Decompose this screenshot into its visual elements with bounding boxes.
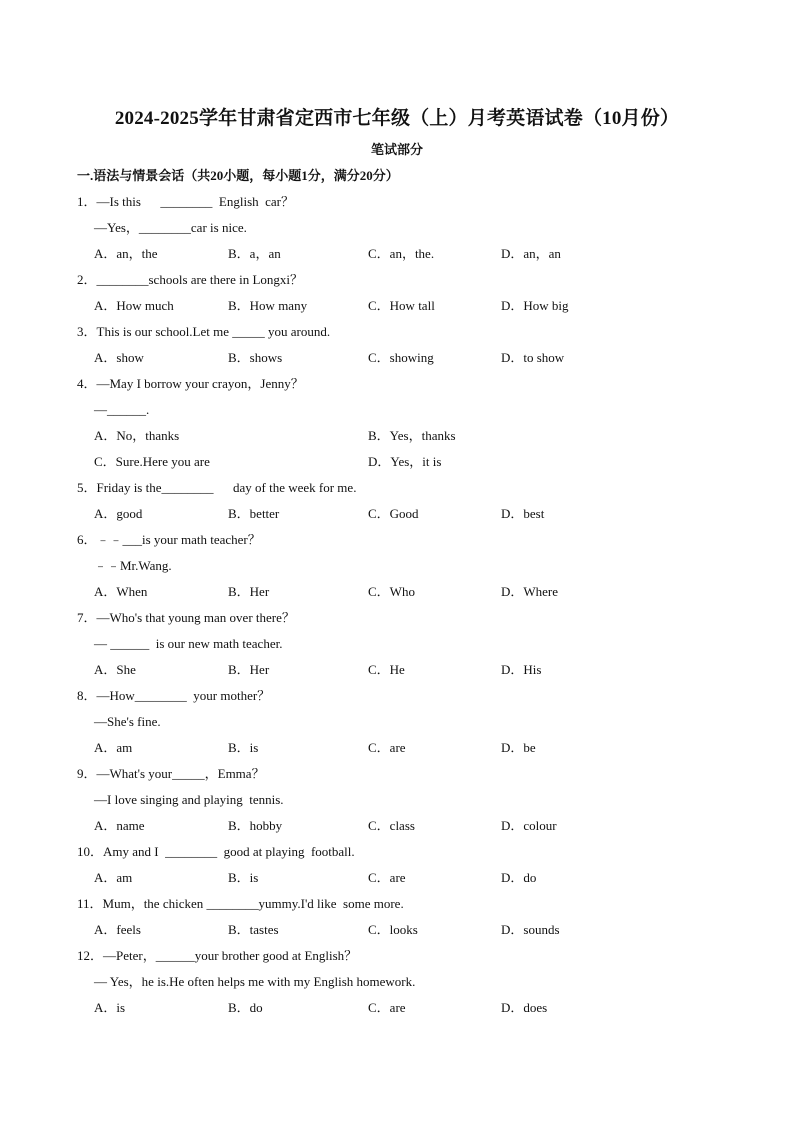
- option-a: A．When: [94, 584, 148, 599]
- option-c: C．are: [368, 740, 406, 755]
- option-d: D．an，an: [501, 246, 561, 261]
- option-d: D．How big: [501, 298, 569, 313]
- option-b: B．tastes: [228, 922, 279, 937]
- option-d: D．colour: [501, 818, 557, 833]
- question-stem: 7．—Who's that young man over there？: [77, 610, 295, 625]
- option-b: B．better: [228, 506, 280, 521]
- question-stem: 6．﹣﹣___is your math teacher？: [77, 532, 261, 547]
- option-c: C．Sure.Here you are: [94, 454, 210, 469]
- option-a: A．an，the: [94, 246, 158, 261]
- question-reply: —Yes，________car is nice.: [94, 220, 247, 235]
- option-b: B．Yes，thanks: [368, 428, 456, 443]
- option-a: A．feels: [94, 922, 141, 937]
- option-b: B．Her: [228, 584, 270, 599]
- option-c: C．How tall: [368, 298, 435, 313]
- option-b: B．shows: [228, 350, 283, 365]
- exam-title: 2024-2025学年甘肃省定西市七年级（上）月考英语试卷（10月份）: [114, 108, 680, 129]
- option-a: A．am: [94, 740, 133, 755]
- option-d: D．best: [501, 506, 545, 521]
- question-reply: —I love singing and playing tennis.: [94, 792, 284, 807]
- question-stem: 9．—What's your_____，Emma？: [77, 766, 265, 781]
- question-stem: 11．Mum，the chicken ________yummy.I'd like some more.: [77, 896, 404, 911]
- option-d: D．His: [501, 662, 542, 677]
- option-c: C．are: [368, 870, 406, 885]
- option-b: B．hobby: [228, 818, 283, 833]
- option-c: C．are: [368, 1000, 406, 1015]
- option-a: A．She: [94, 662, 136, 677]
- option-d: D．does: [501, 1000, 548, 1015]
- question-stem: 4．—May I borrow your crayon，Jenny？: [77, 376, 304, 391]
- option-d: D．be: [501, 740, 536, 755]
- option-a: A．How much: [94, 298, 174, 313]
- option-b: B．do: [228, 1000, 263, 1015]
- option-c: C．an，the.: [368, 246, 435, 261]
- option-c: C．class: [368, 818, 415, 833]
- option-d: D．to show: [501, 350, 565, 365]
- option-c: C．looks: [368, 922, 418, 937]
- option-d: D．sounds: [501, 922, 560, 937]
- option-b: B．a，an: [228, 246, 281, 261]
- option-d: D．Where: [501, 584, 559, 599]
- question-stem: 10．Amy and I ________ good at playing football.: [77, 844, 355, 859]
- question-reply: —______.: [94, 402, 150, 417]
- option-b: B．How many: [228, 298, 308, 313]
- question-stem: 8．—How________ your mother？: [77, 688, 271, 703]
- question-reply: — ______ is our new math teacher.: [94, 636, 283, 651]
- option-a: A．is: [94, 1000, 126, 1015]
- option-c: C．Who: [368, 584, 415, 599]
- section-subtitle: 笔试部分: [370, 142, 423, 157]
- question-stem: 5．Friday is the________ day of the week for me.: [77, 480, 357, 495]
- question-reply: —She's fine.: [94, 714, 161, 729]
- option-a: A．No，thanks: [94, 428, 180, 443]
- option-c: C．Good: [368, 506, 419, 521]
- option-b: B．is: [228, 740, 259, 755]
- section-heading: 一.语法与情景会话（共20小题，每小题1分，满分20分）: [77, 168, 399, 183]
- question-stem: 1．—Is this ________ English car？: [77, 194, 295, 209]
- option-c: C．He: [368, 662, 405, 677]
- option-d: D．Yes，it is: [368, 454, 442, 469]
- option-a: A．good: [94, 506, 143, 521]
- option-d: D．do: [501, 870, 537, 885]
- question-stem: 3．This is our school.Let me _____ you around.: [77, 324, 331, 339]
- option-b: B．is: [228, 870, 259, 885]
- option-c: C．showing: [368, 350, 434, 365]
- option-a: A．show: [94, 350, 144, 365]
- option-b: B．Her: [228, 662, 270, 677]
- question-stem: 12．—Peter，______your brother good at English？: [77, 948, 358, 963]
- option-a: A．am: [94, 870, 133, 885]
- option-a: A．name: [94, 818, 145, 833]
- question-reply: — Yes，he is.He often helps me with my English homework.: [94, 974, 416, 989]
- question-reply: ﹣﹣Mr.Wang.: [94, 558, 172, 573]
- question-stem: 2．________schools are there in Longxi？: [77, 272, 304, 287]
